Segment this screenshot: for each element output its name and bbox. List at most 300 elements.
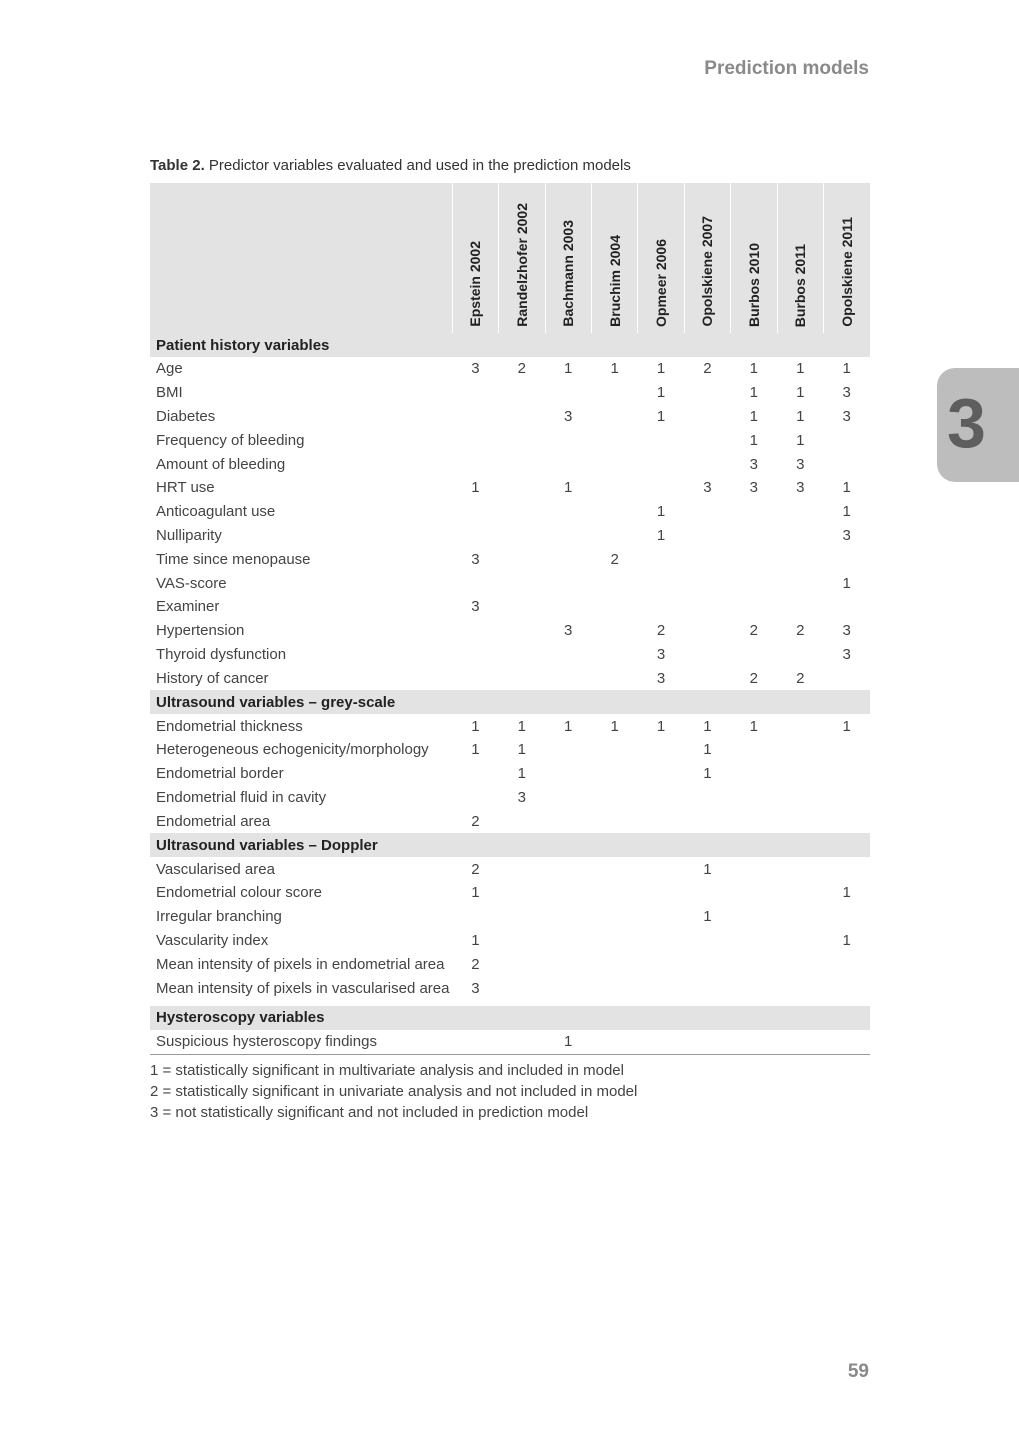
value-cell: 1 — [610, 717, 619, 735]
variable-label: Vascularised area — [156, 860, 275, 878]
table-row — [150, 381, 870, 405]
value-cell: 1 — [656, 407, 666, 425]
running-head: Prediction models — [704, 58, 869, 79]
value-cell — [452, 524, 498, 548]
value-cell — [545, 976, 591, 1000]
value-cell: 1 — [749, 360, 759, 378]
value-cell — [638, 786, 684, 810]
table-row — [150, 357, 870, 381]
variable-label: VAS-score — [156, 574, 227, 592]
value-cell — [452, 666, 498, 690]
value-cell — [452, 643, 498, 667]
study-name: Opolskiene 2007 — [699, 216, 716, 327]
value-cell — [684, 643, 730, 667]
table-row — [150, 452, 870, 476]
value-cell: 1 — [842, 360, 851, 378]
value-cell — [499, 1030, 545, 1054]
value-cell — [499, 595, 545, 619]
value-cell — [731, 595, 777, 619]
value-cell: 1 — [749, 431, 759, 449]
value-cell — [452, 905, 498, 929]
value-cell — [545, 571, 591, 595]
section-title: Ultrasound variables – grey-scale — [150, 690, 870, 714]
chapter-tab — [937, 368, 1019, 482]
table-row — [150, 809, 870, 833]
table-row — [150, 643, 870, 667]
value-cell: 3 — [564, 407, 573, 425]
value-cell: 1 — [564, 360, 573, 378]
value-cell — [499, 905, 545, 929]
value-cell — [731, 786, 777, 810]
value-cell — [823, 976, 870, 1000]
variable-label: Irregular branching — [156, 908, 282, 926]
value-cell — [591, 405, 637, 429]
variable-label: Endometrial colour score — [156, 884, 322, 902]
value-cell — [777, 714, 823, 738]
value-cell — [731, 976, 777, 1000]
value-cell: 2 — [749, 669, 759, 687]
value-cell — [638, 976, 684, 1000]
study-column-header — [545, 183, 591, 333]
value-cell — [452, 1030, 498, 1054]
table-body — [150, 333, 870, 1054]
value-cell: 2 — [656, 622, 666, 640]
value-cell — [545, 547, 591, 571]
variable-label: Mean intensity of pixels in endometrial area — [156, 955, 445, 973]
value-cell: 1 — [517, 717, 526, 735]
value-cell — [684, 976, 730, 1000]
value-cell: 2 — [796, 622, 805, 640]
value-cell — [591, 762, 637, 786]
value-cell — [591, 976, 637, 1000]
value-cell — [499, 929, 545, 953]
value-cell — [684, 786, 730, 810]
value-cell: 1 — [656, 503, 666, 521]
value-cell — [591, 571, 637, 595]
value-cell: 3 — [842, 645, 851, 663]
value-cell — [545, 500, 591, 524]
value-cell — [638, 905, 684, 929]
value-cell: 1 — [842, 503, 851, 521]
variable-label: Vascularity index — [156, 931, 269, 949]
value-cell: 3 — [471, 979, 480, 997]
table-row — [150, 857, 870, 881]
study-name: Randelzhofer 2002 — [513, 203, 530, 327]
table-row — [150, 405, 870, 429]
value-cell — [638, 738, 684, 762]
study-name: Opmeer 2006 — [653, 239, 670, 327]
value-cell — [499, 857, 545, 881]
value-cell — [545, 738, 591, 762]
value-cell — [452, 381, 498, 405]
variable-label: History of cancer — [156, 669, 269, 687]
value-cell — [731, 1030, 777, 1054]
value-cell — [591, 905, 637, 929]
value-cell — [684, 405, 730, 429]
value-cell: 1 — [796, 431, 805, 449]
value-cell — [638, 476, 684, 500]
value-cell: 3 — [842, 622, 851, 640]
study-name: Bachmann 2003 — [560, 220, 577, 327]
value-cell — [499, 809, 545, 833]
value-cell — [638, 547, 684, 571]
value-cell — [684, 952, 730, 976]
value-cell: 2 — [471, 955, 480, 973]
value-cell — [684, 1030, 730, 1054]
variable-label: Amount of bleeding — [156, 455, 286, 473]
value-cell: 2 — [610, 550, 619, 568]
value-cell: 3 — [796, 455, 805, 473]
value-cell: 3 — [656, 645, 666, 663]
value-cell — [452, 452, 498, 476]
value-cell — [777, 905, 823, 929]
table-row — [150, 428, 870, 452]
value-cell — [591, 738, 637, 762]
value-cell — [545, 643, 591, 667]
variable-label: Hypertension — [156, 622, 245, 640]
value-cell: 3 — [471, 360, 480, 378]
value-cell — [777, 1030, 823, 1054]
value-cell — [823, 547, 870, 571]
study-column-header — [591, 183, 637, 333]
value-cell — [591, 476, 637, 500]
value-cell — [777, 547, 823, 571]
value-cell — [545, 952, 591, 976]
value-cell — [684, 881, 730, 905]
value-cell: 1 — [703, 860, 712, 878]
study-name: Opolskiene 2011 — [838, 217, 855, 327]
variable-label: Nulliparity — [156, 526, 222, 544]
value-cell — [731, 500, 777, 524]
variable-label: Endometrial thickness — [156, 717, 303, 735]
value-cell — [684, 571, 730, 595]
legend-item: 1 = statistically significant in multivariate analysis and included in model — [150, 1062, 624, 1079]
value-cell — [499, 547, 545, 571]
study-column-header — [452, 183, 498, 333]
table-row — [150, 881, 870, 905]
value-cell — [731, 905, 777, 929]
value-cell: 1 — [656, 384, 666, 402]
value-cell — [591, 666, 637, 690]
value-cell: 1 — [656, 360, 666, 378]
value-cell — [823, 666, 870, 690]
value-cell — [777, 952, 823, 976]
value-cell — [777, 524, 823, 548]
value-cell: 2 — [471, 812, 480, 830]
value-cell — [545, 881, 591, 905]
variable-label: Suspicious hysteroscopy findings — [150, 1030, 452, 1054]
value-cell: 3 — [749, 479, 759, 497]
value-cell — [777, 929, 823, 953]
value-cell: 1 — [471, 479, 480, 497]
variable-label: Examiner — [156, 598, 220, 616]
value-cell — [684, 595, 730, 619]
value-cell: 3 — [842, 407, 851, 425]
table-row — [150, 762, 870, 786]
table-row — [150, 929, 870, 953]
table-row — [150, 976, 870, 1000]
value-cell — [638, 428, 684, 452]
value-cell: 2 — [749, 622, 759, 640]
value-cell: 2 — [517, 360, 526, 378]
value-cell — [731, 547, 777, 571]
value-cell: 3 — [842, 526, 851, 544]
value-cell: 1 — [471, 884, 480, 902]
value-cell — [591, 452, 637, 476]
value-cell: 1 — [842, 931, 851, 949]
value-cell: 2 — [796, 669, 805, 687]
table-row — [150, 786, 870, 810]
value-cell — [499, 476, 545, 500]
value-cell — [823, 452, 870, 476]
value-cell — [731, 881, 777, 905]
table-caption — [150, 157, 631, 174]
value-cell: 1 — [656, 717, 666, 735]
value-cell — [499, 452, 545, 476]
value-cell — [591, 643, 637, 667]
value-cell — [777, 881, 823, 905]
section-header-row — [150, 1006, 870, 1030]
variable-label: Endometrial area — [156, 812, 271, 830]
value-cell — [777, 857, 823, 881]
section-title: Patient history variables — [150, 333, 870, 357]
value-cell — [731, 571, 777, 595]
value-cell: 1 — [564, 717, 573, 735]
value-cell: 1 — [842, 884, 851, 902]
value-cell — [591, 428, 637, 452]
value-cell — [777, 571, 823, 595]
table-row — [150, 524, 870, 548]
value-cell — [823, 595, 870, 619]
table-row — [150, 952, 870, 976]
table-row — [150, 476, 870, 500]
value-cell — [545, 381, 591, 405]
value-cell — [684, 524, 730, 548]
variable-label: Time since menopause — [156, 550, 311, 568]
value-cell — [499, 881, 545, 905]
value-cell: 1 — [471, 931, 480, 949]
study-name: Bruchim 2004 — [606, 235, 623, 327]
value-cell — [777, 643, 823, 667]
value-cell — [499, 405, 545, 429]
variable-label: Mean intensity of pixels in vascularised area — [156, 979, 450, 997]
value-cell — [452, 405, 498, 429]
value-cell: 1 — [749, 407, 759, 425]
table-row — [150, 905, 870, 929]
value-cell — [452, 500, 498, 524]
value-cell — [499, 428, 545, 452]
value-cell — [777, 976, 823, 1000]
value-cell: 2 — [703, 360, 712, 378]
value-cell: 1 — [703, 741, 712, 759]
table-row — [150, 738, 870, 762]
value-cell — [684, 547, 730, 571]
section-header-row — [150, 833, 870, 857]
study-column-header — [499, 183, 545, 333]
value-cell — [499, 643, 545, 667]
value-cell — [638, 571, 684, 595]
value-cell — [545, 428, 591, 452]
value-cell — [823, 738, 870, 762]
value-cell: 1 — [703, 765, 712, 783]
value-cell — [638, 595, 684, 619]
value-cell — [731, 857, 777, 881]
table-row — [150, 547, 870, 571]
value-cell — [638, 1030, 684, 1054]
value-cell — [452, 571, 498, 595]
value-cell — [545, 929, 591, 953]
table-row — [150, 1030, 870, 1054]
value-cell — [638, 952, 684, 976]
value-cell: 1 — [703, 717, 712, 735]
value-cell: 1 — [796, 384, 805, 402]
study-column-header — [684, 183, 730, 333]
value-cell — [452, 762, 498, 786]
table-row — [150, 714, 870, 738]
value-cell — [823, 428, 870, 452]
value-cell — [545, 857, 591, 881]
value-cell — [684, 619, 730, 643]
value-cell — [731, 738, 777, 762]
value-cell — [591, 595, 637, 619]
value-cell — [823, 857, 870, 881]
value-cell — [545, 452, 591, 476]
value-cell: 3 — [517, 788, 526, 806]
value-cell: 1 — [656, 526, 666, 544]
variable-label: BMI — [156, 384, 183, 402]
value-cell: 1 — [842, 574, 851, 592]
study-column-header — [823, 183, 870, 333]
value-cell: 1 — [517, 741, 526, 759]
legend-item: 2 = statistically significant in univariate analysis and not included in model — [150, 1083, 638, 1100]
table-row — [150, 571, 870, 595]
value-cell — [591, 809, 637, 833]
value-cell — [452, 428, 498, 452]
caption-text: Predictor variables evaluated and used in the prediction models — [204, 157, 631, 174]
value-cell: 1 — [842, 479, 851, 497]
value-cell — [731, 809, 777, 833]
value-cell — [499, 571, 545, 595]
value-cell: 3 — [656, 669, 666, 687]
value-cell — [684, 428, 730, 452]
value-cell — [823, 1030, 870, 1054]
value-cell — [545, 666, 591, 690]
value-cell — [731, 762, 777, 786]
value-cell: 3 — [471, 598, 480, 616]
value-cell — [591, 952, 637, 976]
study-column-header — [731, 183, 777, 333]
value-cell — [638, 857, 684, 881]
study-name: Burbos 2011 — [792, 243, 809, 327]
value-cell — [452, 786, 498, 810]
value-cell — [638, 809, 684, 833]
value-cell — [684, 666, 730, 690]
value-cell: 3 — [842, 384, 851, 402]
variable-label: Thyroid dysfunction — [156, 645, 287, 663]
value-cell — [499, 952, 545, 976]
study-name: Epstein 2002 — [467, 241, 484, 327]
value-cell: 1 — [796, 407, 805, 425]
value-cell — [545, 809, 591, 833]
value-cell — [777, 809, 823, 833]
table-row — [150, 595, 870, 619]
section-header-row — [150, 690, 870, 714]
value-cell — [591, 524, 637, 548]
value-cell — [684, 500, 730, 524]
value-cell — [591, 1030, 637, 1054]
value-cell: 1 — [703, 908, 712, 926]
value-cell — [823, 786, 870, 810]
value-cell: 1 — [796, 360, 805, 378]
value-cell — [823, 762, 870, 786]
value-cell — [638, 452, 684, 476]
value-cell — [684, 809, 730, 833]
value-cell: 1 — [471, 741, 480, 759]
value-cell — [591, 381, 637, 405]
value-cell — [777, 595, 823, 619]
value-cell — [638, 929, 684, 953]
value-cell — [591, 881, 637, 905]
value-cell — [777, 738, 823, 762]
variable-label: Anticoagulant use — [156, 503, 276, 521]
value-cell: 1 — [610, 360, 619, 378]
value-cell — [638, 881, 684, 905]
value-cell — [777, 500, 823, 524]
value-cell — [499, 500, 545, 524]
value-cell — [777, 786, 823, 810]
value-cell — [684, 381, 730, 405]
variable-label: Frequency of bleeding — [156, 431, 305, 449]
table-legend — [150, 1060, 637, 1123]
study-name: Burbos 2010 — [745, 242, 762, 327]
predictor-table — [150, 183, 870, 1055]
value-cell — [823, 809, 870, 833]
value-cell — [545, 786, 591, 810]
value-cell — [591, 619, 637, 643]
variable-label: Age — [156, 360, 183, 378]
value-cell: 1 — [842, 717, 851, 735]
value-cell: 1 — [517, 765, 526, 783]
value-cell — [499, 666, 545, 690]
section-header-row — [150, 333, 870, 357]
value-cell — [591, 786, 637, 810]
value-cell — [823, 952, 870, 976]
value-cell — [684, 452, 730, 476]
value-cell — [731, 952, 777, 976]
value-cell — [823, 905, 870, 929]
value-cell: 1 — [749, 717, 759, 735]
caption-label: Table 2. — [150, 157, 205, 174]
value-cell — [591, 500, 637, 524]
value-cell — [545, 595, 591, 619]
value-cell — [452, 619, 498, 643]
section-title: Hysteroscopy variables — [150, 1006, 870, 1030]
value-cell — [591, 857, 637, 881]
table-row — [150, 666, 870, 690]
study-column-header — [638, 183, 684, 333]
table-header — [150, 183, 870, 333]
value-cell: 2 — [471, 860, 480, 878]
value-cell — [499, 381, 545, 405]
table-row — [150, 619, 870, 643]
value-cell: 3 — [703, 479, 712, 497]
page-number: 59 — [847, 1361, 869, 1382]
variable-label: Endometrial border — [156, 765, 284, 783]
value-cell — [591, 929, 637, 953]
value-cell — [545, 524, 591, 548]
header-corner-cell — [150, 183, 452, 333]
variable-label: HRT use — [156, 479, 215, 497]
